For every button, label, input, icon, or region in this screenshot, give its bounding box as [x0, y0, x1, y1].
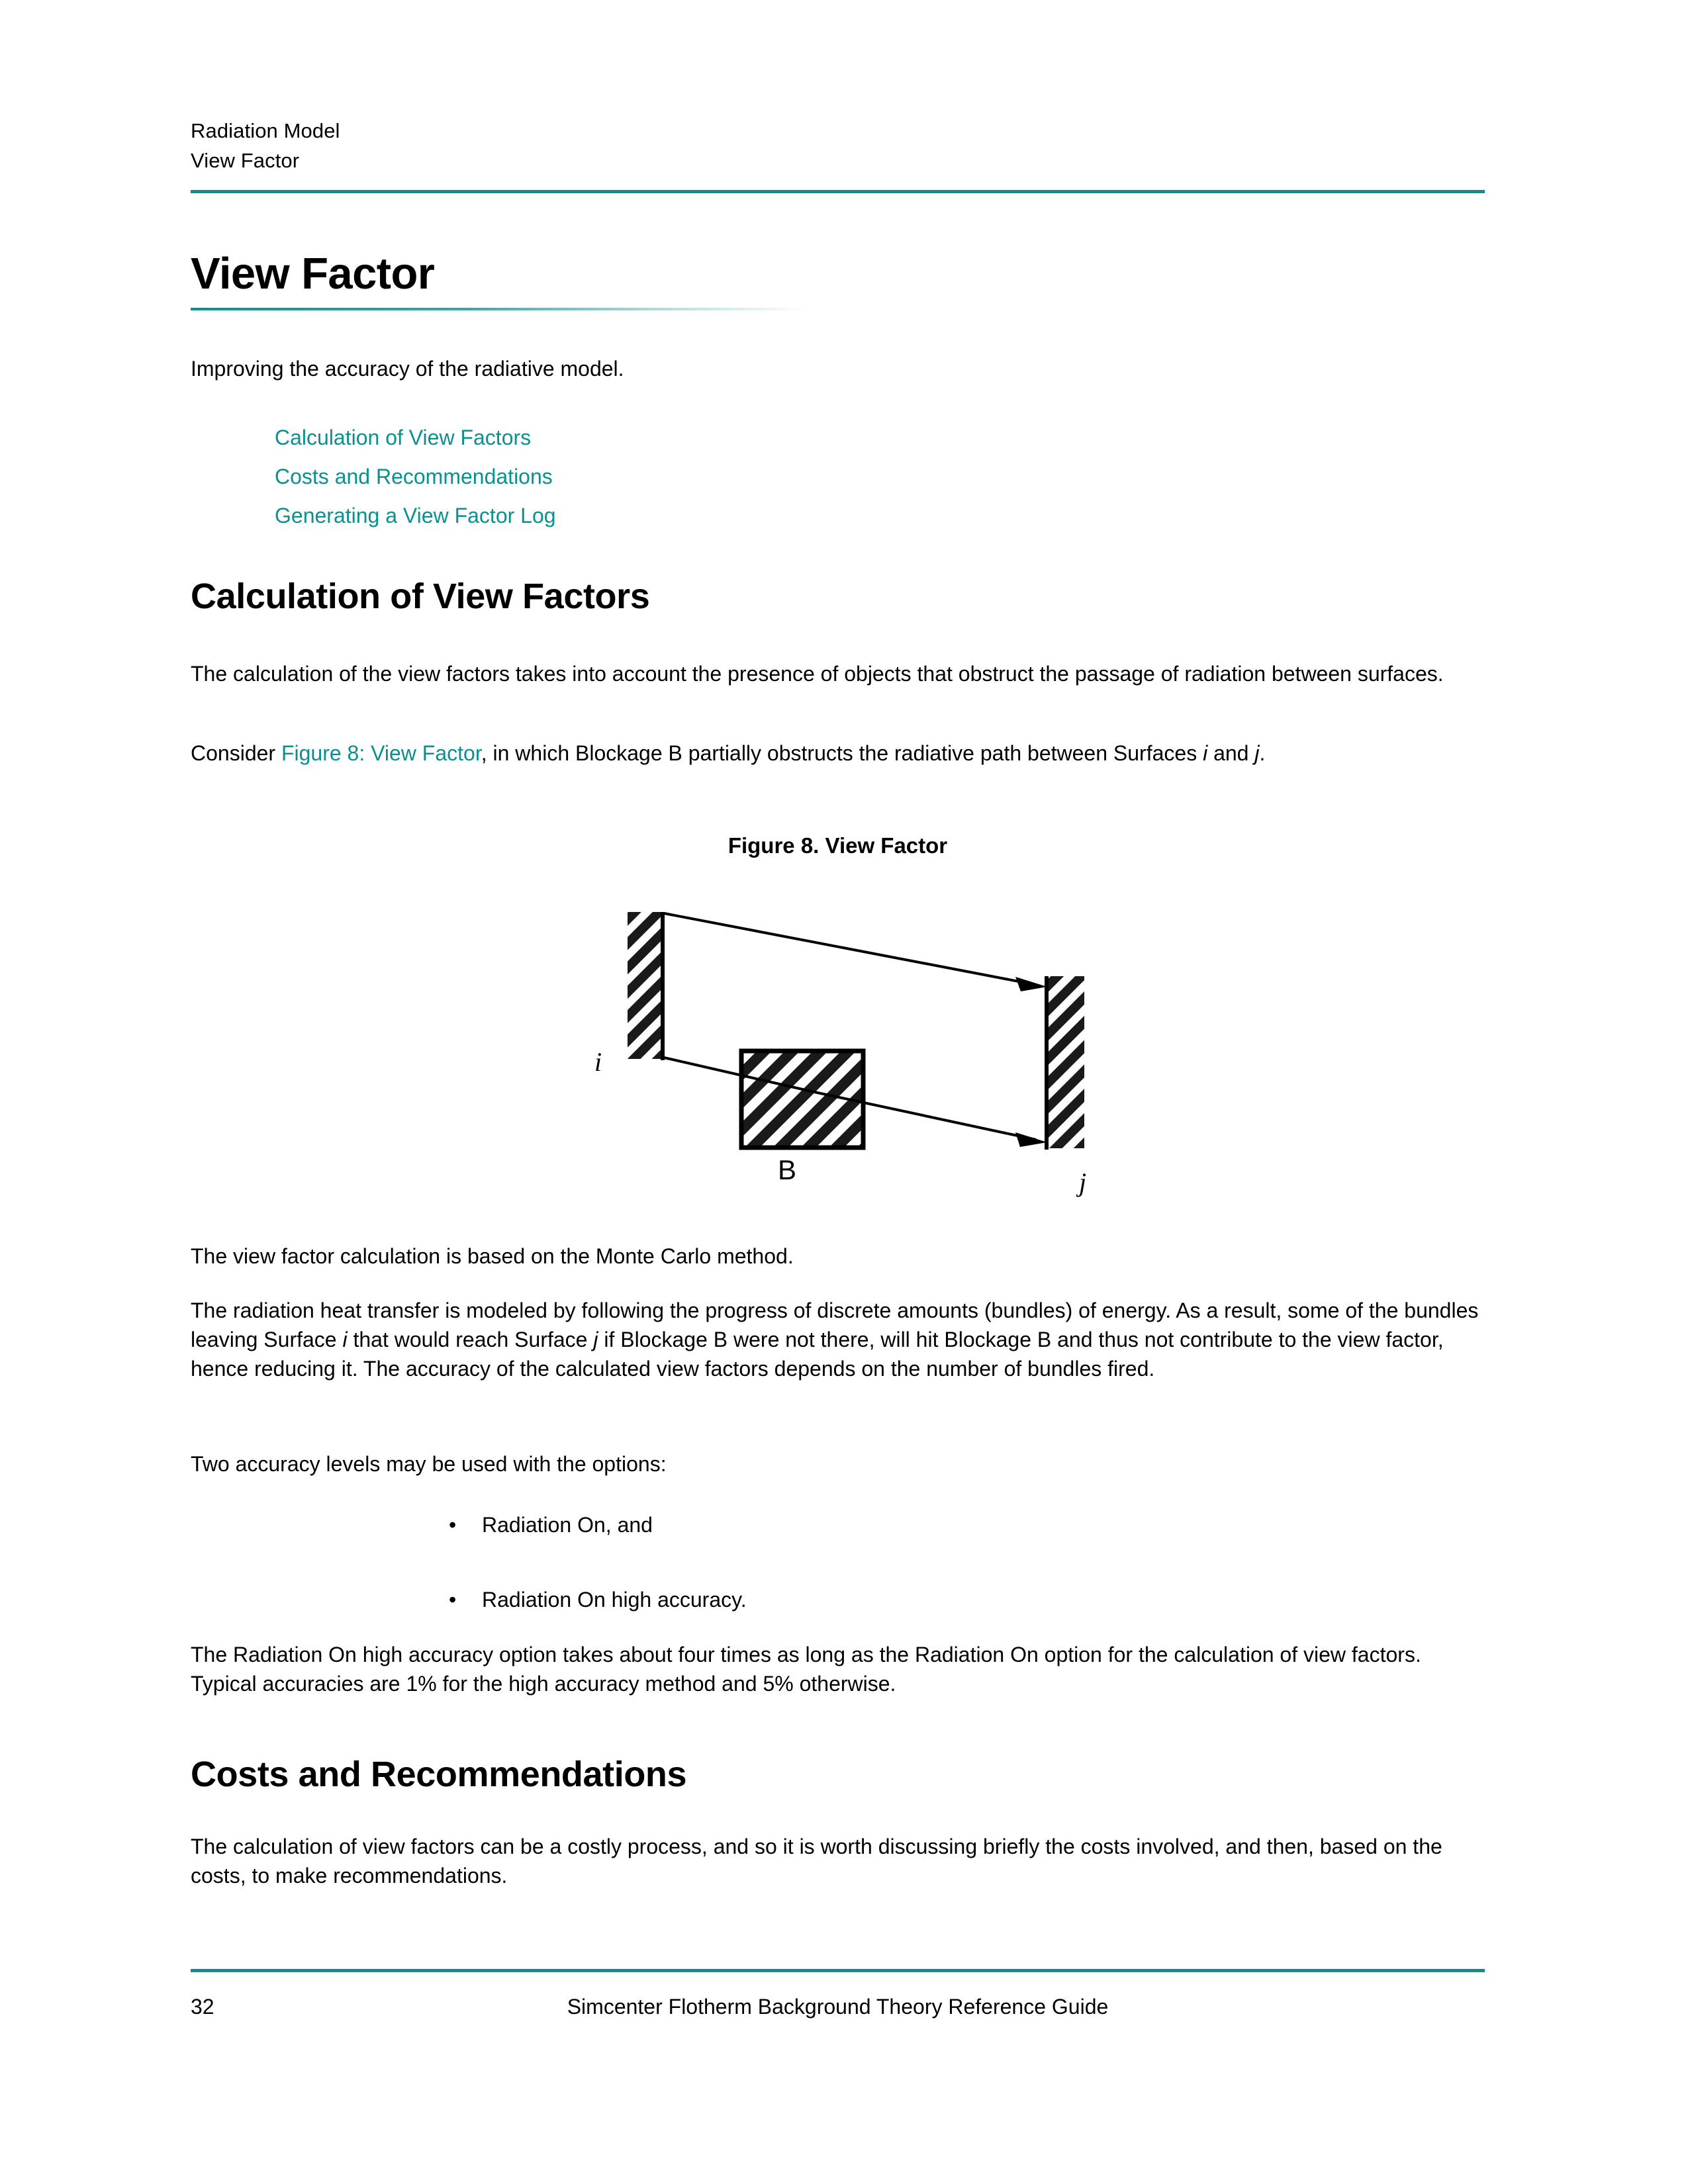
- heading-costs-and-recommendations: Costs and Recommendations: [191, 1754, 687, 1794]
- surface-j-shape: [1045, 976, 1084, 1150]
- figure-label-b: B: [778, 1154, 797, 1185]
- footer-document-title: Simcenter Flotherm Background Theory Reference Guide: [567, 1995, 1109, 2019]
- running-header-line-2: View Factor: [191, 149, 300, 172]
- link-generating-a-view-factor-log[interactable]: Generating a View Factor Log: [275, 504, 556, 527]
- paragraph-consider-figure-mid: , in which Blockage B partially obstructs the radiative path between Surfaces: [481, 741, 1203, 765]
- paragraph-costs-intro: The calculation of view factors can be a costly process, and so it is worth discussing briefly the costs involved, and then, based on the costs, to make recommendations.: [191, 1835, 1442, 1888]
- symbol-surface-i-2: i: [342, 1328, 348, 1351]
- symbol-surface-j-2: j: [593, 1328, 598, 1351]
- paragraph-high-accuracy-cost: The Radiation On high accuracy option takes about four times as long as the Radiation On option for the calculation of view factors. Typical accuracies are 1% for the high accuracy method and 5% otherwise.: [191, 1643, 1421, 1696]
- footer-page-number: 32: [191, 1995, 214, 2019]
- paragraph-bundles-part-a: The radiation heat transfer is modeled by following the progress of discrete amounts (bundles) of energy. As a result, some of the bundles leaving Surface: [191, 1298, 1479, 1351]
- figure-8-view-factor-illustration: [563, 880, 1112, 1224]
- symbol-surface-i: i: [1203, 741, 1208, 765]
- running-header-line-1: Radiation Model: [191, 119, 340, 142]
- paragraph-bundles-part-b: that would reach Surface: [347, 1328, 594, 1351]
- figure-caption: Figure 8. View Factor: [727, 833, 948, 858]
- intro-paragraph: Improving the accuracy of the radiative model.: [191, 357, 624, 381]
- paragraph-consider-figure-and: and: [1207, 741, 1255, 765]
- xref-figure-8-view-factor[interactable]: Figure 8: View Factor: [281, 741, 481, 765]
- figure-label-i: i: [594, 1047, 602, 1077]
- heading-calculation-of-view-factors: Calculation of View Factors: [191, 576, 650, 616]
- heading-calculation-of-view-factors-block: [191, 576, 1485, 617]
- page-title-block: [191, 248, 1485, 310]
- figure-label-j: j: [1079, 1167, 1087, 1197]
- running-header: [191, 116, 1485, 175]
- paragraph-bundles-part-c: if Blockage B were not there, will hit Blockage B and thus not contribute to the view factor, hence reducing it. The accuracy of the calculated view factors depends on the number of bundles fired.: [191, 1328, 1444, 1381]
- surface-i-shape: [628, 912, 665, 1060]
- list-item-label: Radiation On high accuracy.: [482, 1588, 747, 1612]
- section-link-list: [275, 418, 1334, 535]
- paragraph-bundles: [191, 1296, 1485, 1383]
- bullet-marker-icon: •: [449, 1513, 457, 1537]
- link-costs-and-recommendations[interactable]: Costs and Recommendations: [275, 465, 553, 488]
- link-calculation-of-view-factors[interactable]: Calculation of View Factors: [275, 426, 532, 449]
- paragraph-calculation-intro: The calculation of the view factors takes into account the presence of objects that obstruct the passage of radiation between surfaces.: [191, 662, 1444, 686]
- list-item-label: Radiation On, and: [482, 1513, 653, 1537]
- heading-costs-and-recommendations-block: [191, 1754, 1485, 1795]
- header-divider-rule: [191, 190, 1485, 193]
- paragraph-two-accuracy-levels: Two accuracy levels may be used with the options:: [191, 1452, 667, 1476]
- page-title: View Factor: [191, 249, 435, 298]
- paragraph-consider-figure: [191, 739, 1485, 768]
- bullet-marker-icon: •: [449, 1588, 457, 1612]
- page-title-gradient-rule: [191, 308, 806, 310]
- paragraph-consider-figure-prefix: Consider: [191, 741, 281, 765]
- footer-divider-rule: [191, 1969, 1485, 1972]
- symbol-surface-j: j: [1254, 741, 1260, 765]
- paragraph-monte-carlo: The view factor calculation is based on the Monte Carlo method.: [191, 1244, 794, 1268]
- radiation-ray-unobstructed: [664, 913, 1047, 991]
- paragraph-consider-figure-end: .: [1259, 741, 1266, 765]
